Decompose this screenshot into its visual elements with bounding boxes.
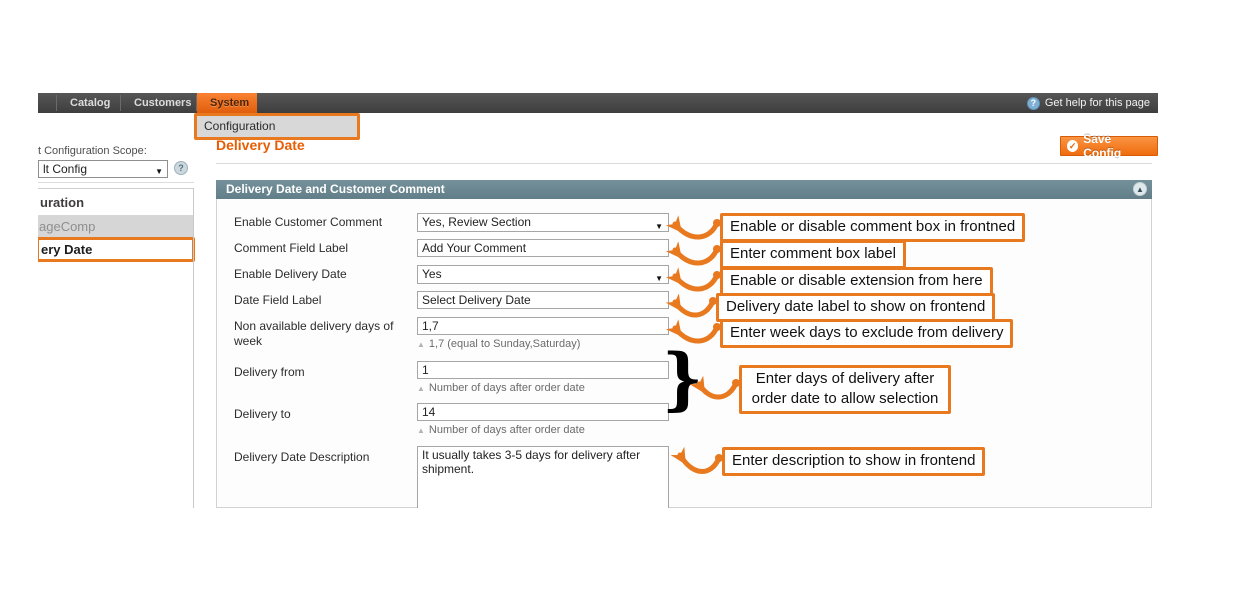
tab-customers[interactable]: Customers <box>134 97 192 109</box>
field-label: Date Field Label <box>234 293 322 307</box>
save-config-label: Save Config <box>1083 132 1122 160</box>
note-icon: ▲ <box>417 339 425 349</box>
annotation-callout: Enter description to show in frontend <box>722 447 985 476</box>
delivery-from-input[interactable] <box>417 361 669 379</box>
title-divider <box>216 163 1152 164</box>
tab-catalog[interactable]: Catalog <box>70 97 111 109</box>
field-label: Comment Field Label <box>234 241 349 255</box>
annotation-callout: Enable or disable extension from here <box>720 267 993 296</box>
field-hint <box>417 338 580 350</box>
sidebar-item-vendor[interactable]: ageComp <box>38 216 194 237</box>
field-label: Non available delivery days of week <box>234 319 394 348</box>
annotation-callout: Enter comment box label <box>720 240 906 269</box>
field-label: Enable Customer Comment <box>234 215 383 229</box>
content-divider <box>193 188 194 508</box>
chevron-down-icon: ▼ <box>655 222 663 231</box>
save-config-button[interactable] <box>1060 132 1158 160</box>
hint-text: 1,7 (equal to Sunday,Saturday) <box>428 338 581 350</box>
sidebar-divider <box>38 182 194 183</box>
help-icon: ? <box>1027 97 1040 110</box>
page-title: Delivery Date <box>216 137 305 153</box>
non-available-days-input[interactable] <box>417 317 669 335</box>
sidebar-nav <box>38 188 194 262</box>
get-help-link[interactable] <box>1027 93 1150 113</box>
annotation-callout: Delivery date label to show on frontend <box>716 293 995 322</box>
note-icon: ▲ <box>417 383 425 393</box>
hint-text: Number of days after order date <box>428 424 585 436</box>
enable-delivery-date-select[interactable] <box>417 265 669 284</box>
top-menubar <box>38 93 1158 113</box>
field-label: Delivery Date Description <box>234 450 370 464</box>
field-label: Enable Delivery Date <box>234 267 347 281</box>
brace-annotation: } <box>662 340 704 419</box>
config-section-header: Delivery Date and Customer Comment <box>216 180 1152 199</box>
annotation-callout: Enter days of delivery after order date to allow selection <box>739 365 951 414</box>
delivery-date-description-textarea[interactable] <box>417 446 669 508</box>
tab-system[interactable]: System <box>197 93 257 113</box>
config-scope-label: t Configuration Scope: <box>38 145 147 157</box>
select-value: Yes <box>422 267 442 281</box>
comment-field-label-input[interactable] <box>417 239 669 257</box>
enable-customer-comment-select[interactable] <box>417 213 669 232</box>
collapse-icon[interactable]: ▲ <box>1133 182 1147 196</box>
hint-text: Number of days after order date <box>428 382 585 394</box>
delivery-to-input[interactable] <box>417 403 669 421</box>
date-field-label-input[interactable] <box>417 291 669 309</box>
menu-item-configuration[interactable]: Configuration <box>194 113 360 140</box>
chevron-down-icon: ▼ <box>155 167 163 176</box>
select-value: Yes, Review Section <box>422 215 531 229</box>
field-label: Delivery to <box>234 407 291 421</box>
check-icon: ✓ <box>1068 140 1077 151</box>
annotation-callout: Enter week days to exclude from delivery <box>720 319 1013 348</box>
config-scope-value: lt Config <box>43 162 88 176</box>
scope-help-icon[interactable]: ? <box>174 161 188 175</box>
field-label: Delivery from <box>234 365 305 379</box>
chevron-down-icon: ▼ <box>655 274 663 283</box>
annotation-callout: Enable or disable comment box in frontned <box>720 213 1025 242</box>
sidebar-item-delivery-date[interactable]: ery Date <box>38 237 195 262</box>
note-icon: ▲ <box>417 425 425 435</box>
admin-panel <box>38 93 1158 508</box>
get-help-label: Get help for this page <box>1044 97 1150 109</box>
field-hint <box>417 424 585 436</box>
field-hint <box>417 382 585 394</box>
sidebar-heading: uration <box>38 189 194 216</box>
config-scope-select[interactable] <box>38 160 168 178</box>
